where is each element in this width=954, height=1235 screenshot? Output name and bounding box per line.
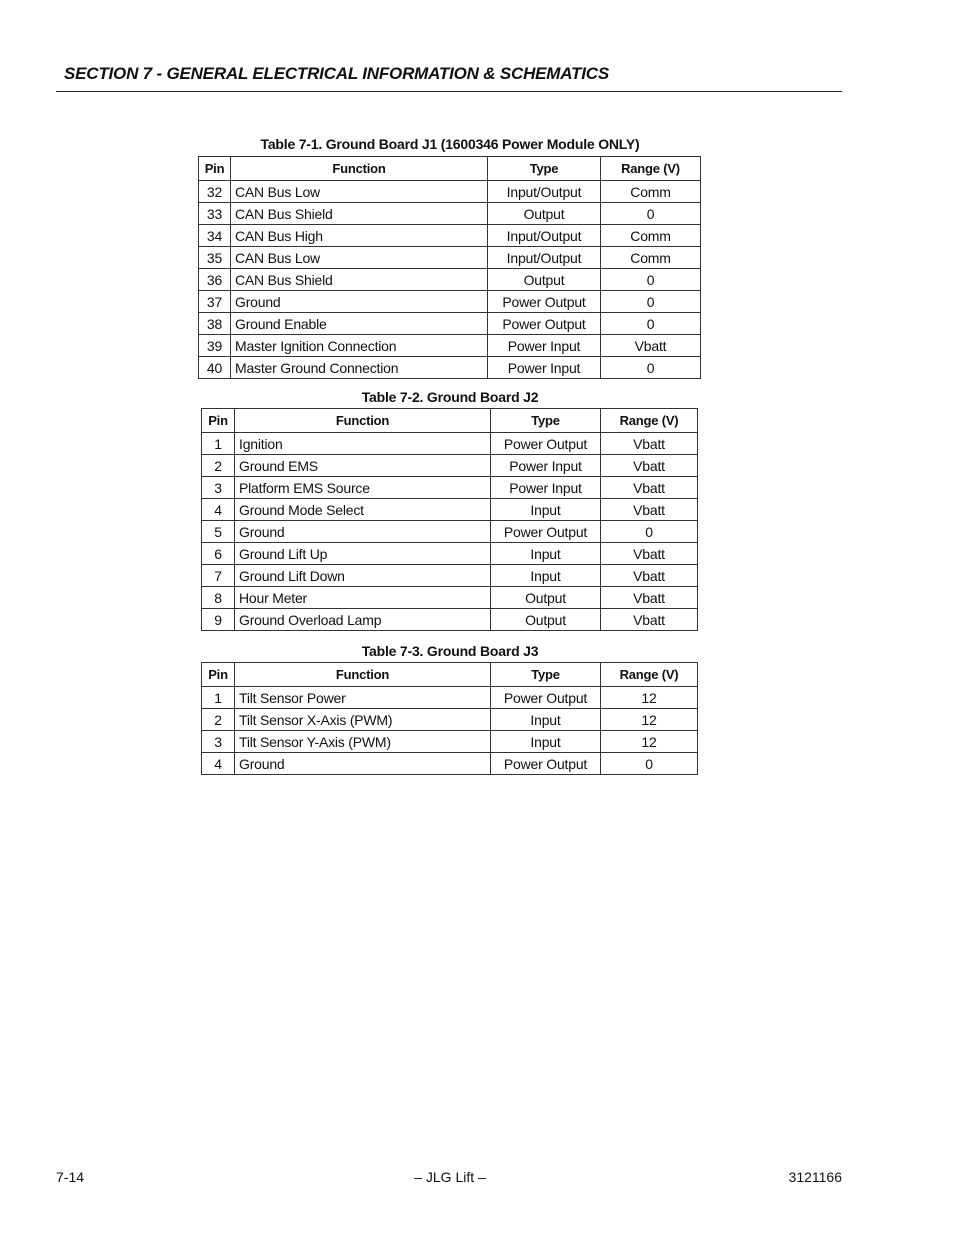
table-row <box>202 687 698 709</box>
cell-pin: 3 <box>202 477 235 499</box>
cell-pin: 34 <box>199 225 231 247</box>
table-ground-board-j3 <box>201 662 698 775</box>
table-row <box>202 609 698 631</box>
cell-pin: 40 <box>199 357 231 379</box>
cell-range: Vbatt <box>601 499 698 521</box>
cell-type: Output <box>488 269 601 291</box>
table-header-row <box>202 663 698 687</box>
cell-range: 0 <box>601 753 698 775</box>
col-header-pin: Pin <box>202 409 235 433</box>
table-row <box>202 731 698 753</box>
cell-range: Comm <box>601 225 701 247</box>
cell-type: Output <box>491 587 601 609</box>
cell-pin: 39 <box>199 335 231 357</box>
cell-type: Power Input <box>491 455 601 477</box>
cell-function: CAN Bus Low <box>231 181 488 203</box>
table-row <box>202 587 698 609</box>
table-header-row <box>202 409 698 433</box>
cell-type: Power Output <box>488 313 601 335</box>
cell-pin: 38 <box>199 313 231 335</box>
table-header-row <box>199 157 701 181</box>
table-caption-j1: Table 7-1. Ground Board J1 (1600346 Power Module ONLY) <box>260 136 640 152</box>
cell-pin: 9 <box>202 609 235 631</box>
cell-function: Master Ignition Connection <box>231 335 488 357</box>
cell-type: Input <box>491 731 601 753</box>
cell-range: 0 <box>601 269 701 291</box>
table-row <box>202 543 698 565</box>
col-header-pin: Pin <box>199 157 231 181</box>
table-row <box>199 313 701 335</box>
cell-type: Input <box>491 543 601 565</box>
cell-function: Ground Enable <box>231 313 488 335</box>
table-row <box>202 565 698 587</box>
cell-range: Vbatt <box>601 543 698 565</box>
cell-type: Power Input <box>488 357 601 379</box>
cell-range: Vbatt <box>601 609 698 631</box>
table-row <box>202 477 698 499</box>
cell-range: 12 <box>601 687 698 709</box>
table-row <box>202 753 698 775</box>
table-ground-board-j1 <box>198 156 701 379</box>
footer-center-text: – JLG Lift – <box>414 1169 486 1185</box>
col-header-function: Function <box>231 157 488 181</box>
cell-function: Hour Meter <box>235 587 491 609</box>
col-header-type: Type <box>491 663 601 687</box>
cell-pin: 33 <box>199 203 231 225</box>
col-header-function: Function <box>235 663 491 687</box>
cell-function: Ground Lift Down <box>235 565 491 587</box>
cell-range: Vbatt <box>601 433 698 455</box>
cell-function: Ground Lift Up <box>235 543 491 565</box>
cell-type: Input/Output <box>488 247 601 269</box>
table-row <box>202 709 698 731</box>
cell-range: Vbatt <box>601 455 698 477</box>
table-ground-board-j2 <box>201 408 698 631</box>
table-row <box>199 357 701 379</box>
table-row <box>199 269 701 291</box>
cell-function: Master Ground Connection <box>231 357 488 379</box>
footer-page-number: 7-14 <box>56 1169 85 1185</box>
col-header-range: Range (V) <box>601 157 701 181</box>
cell-function: Ground <box>235 753 491 775</box>
cell-function: CAN Bus Low <box>231 247 488 269</box>
cell-type: Power Output <box>491 433 601 455</box>
cell-range: Vbatt <box>601 587 698 609</box>
cell-range: Comm <box>601 181 701 203</box>
cell-range: 0 <box>601 313 701 335</box>
cell-pin: 8 <box>202 587 235 609</box>
cell-type: Output <box>488 203 601 225</box>
cell-type: Power Output <box>491 753 601 775</box>
cell-type: Power Input <box>491 477 601 499</box>
cell-pin: 4 <box>202 499 235 521</box>
col-header-type: Type <box>488 157 601 181</box>
cell-function: Ground Mode Select <box>235 499 491 521</box>
cell-range: 12 <box>601 731 698 753</box>
section-title: SECTION 7 - GENERAL ELECTRICAL INFORMATION & SCHEMATICS <box>64 64 609 83</box>
cell-range: 0 <box>601 521 698 543</box>
cell-pin: 6 <box>202 543 235 565</box>
cell-range: 0 <box>601 203 701 225</box>
table-row <box>202 433 698 455</box>
cell-type: Power Output <box>488 291 601 313</box>
cell-type: Input <box>491 709 601 731</box>
cell-pin: 32 <box>199 181 231 203</box>
cell-pin: 5 <box>202 521 235 543</box>
table-row <box>199 225 701 247</box>
cell-function: Ground EMS <box>235 455 491 477</box>
col-header-pin: Pin <box>202 663 235 687</box>
cell-function: Ignition <box>235 433 491 455</box>
table-row <box>199 203 701 225</box>
cell-range: 0 <box>601 291 701 313</box>
cell-type: Input <box>491 499 601 521</box>
cell-range: Comm <box>601 247 701 269</box>
cell-range: Vbatt <box>601 477 698 499</box>
cell-function: CAN Bus Shield <box>231 203 488 225</box>
footer-doc-number: 3121166 <box>788 1169 842 1185</box>
table-caption-j3: Table 7-3. Ground Board J3 <box>361 643 539 659</box>
cell-pin: 35 <box>199 247 231 269</box>
cell-function: Tilt Sensor Power <box>235 687 491 709</box>
cell-pin: 37 <box>199 291 231 313</box>
cell-type: Output <box>491 609 601 631</box>
table-row <box>199 291 701 313</box>
table-row <box>199 335 701 357</box>
cell-pin: 2 <box>202 455 235 477</box>
cell-range: Vbatt <box>601 335 701 357</box>
cell-function: Ground <box>235 521 491 543</box>
cell-function: Platform EMS Source <box>235 477 491 499</box>
cell-range: 12 <box>601 709 698 731</box>
cell-function: Tilt Sensor Y-Axis (PWM) <box>235 731 491 753</box>
cell-pin: 2 <box>202 709 235 731</box>
cell-type: Input/Output <box>488 225 601 247</box>
cell-function: Tilt Sensor X-Axis (PWM) <box>235 709 491 731</box>
cell-range: Vbatt <box>601 565 698 587</box>
cell-type: Input/Output <box>488 181 601 203</box>
cell-type: Power Input <box>488 335 601 357</box>
cell-function: Ground <box>231 291 488 313</box>
cell-function: CAN Bus High <box>231 225 488 247</box>
col-header-range: Range (V) <box>601 409 698 433</box>
col-header-function: Function <box>235 409 491 433</box>
table-row <box>202 521 698 543</box>
cell-pin: 7 <box>202 565 235 587</box>
table-row <box>199 181 701 203</box>
cell-pin: 1 <box>202 687 235 709</box>
table-row <box>202 499 698 521</box>
cell-pin: 3 <box>202 731 235 753</box>
cell-function: Ground Overload Lamp <box>235 609 491 631</box>
cell-type: Power Output <box>491 687 601 709</box>
cell-range: 0 <box>601 357 701 379</box>
col-header-type: Type <box>491 409 601 433</box>
cell-function: CAN Bus Shield <box>231 269 488 291</box>
col-header-range: Range (V) <box>601 663 698 687</box>
cell-type: Power Output <box>491 521 601 543</box>
header-rule <box>56 91 842 92</box>
cell-pin: 36 <box>199 269 231 291</box>
table-caption-j2: Table 7-2. Ground Board J2 <box>361 389 539 405</box>
table-row <box>199 247 701 269</box>
cell-pin: 4 <box>202 753 235 775</box>
table-row <box>202 455 698 477</box>
cell-type: Input <box>491 565 601 587</box>
cell-pin: 1 <box>202 433 235 455</box>
